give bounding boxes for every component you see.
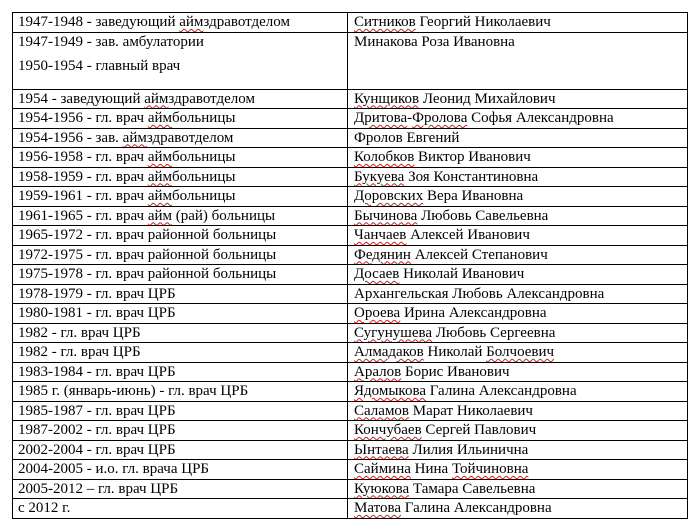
person-name-cell [348,89,688,109]
table-row [13,499,688,519]
spellcheck-flagged-word: Колобков [354,149,415,165]
period-position-text: 1985 г. (январь-июнь) - гл. врач ЦРБ [18,383,249,399]
spellcheck-flagged-word: айм [144,90,169,107]
period-position-text: 1959-1961 - гл. врач аймбольницы [18,188,236,204]
period-position-text: 2002-2004 - гл. врач ЦРБ [18,441,176,458]
spellcheck-flagged-word: айм [179,14,204,30]
spellcheck-flagged-word: Ынтаева [354,441,409,458]
spellcheck-flagged-word: Ороева [354,305,401,321]
table-row [13,304,688,324]
person-name-cell [348,382,688,402]
table-row [13,323,688,343]
period-position-cell [13,245,348,265]
spellcheck-flagged-word: Чанчаев [354,227,407,243]
person-name-text: Матова Галина Александровна [354,500,552,516]
person-name-cell [348,226,688,246]
spellcheck-flagged-word: Сугунушева [354,324,433,341]
period-position-cell [13,89,348,109]
person-name-text: Саймина Нина Тойчиновна [354,461,529,477]
person-name-cell [348,265,688,285]
spellcheck-flagged-word: Доровских [354,188,424,204]
spellcheck-flagged-word: Досаев [354,266,400,282]
table-row [13,362,688,382]
person-name-text: Федянин Алексей Степанович [354,246,548,263]
spellcheck-flagged-word: Букуева [354,168,405,185]
person-name-text: Минакова Роза Ивановна [354,33,515,50]
table-row [13,265,688,285]
person-name-text: Куюкова Тамара Савельевна [354,480,536,497]
spellcheck-flagged-word: Кончубаев [354,422,422,438]
person-name-cell [348,304,688,324]
person-name-cell [348,32,688,89]
period-position-cell [13,128,348,148]
period-position-text: 1958-1959 - гл. врач аймбольницы [18,168,236,185]
person-name-text: Кунщиков Леонид Михайлович [354,90,556,107]
spellcheck-flagged-word: Матова [354,500,402,516]
period-position-text: 1982 - гл. врач ЦРБ [18,324,141,341]
person-name-cell [348,148,688,168]
spellcheck-flagged-word: Саламов [354,402,410,419]
period-position-cell [13,343,348,363]
table-body [13,13,688,519]
table-row [13,32,688,89]
person-name-text: Аралов Борис Иванович [354,363,510,380]
table-row [13,401,688,421]
spellcheck-flagged-word: Бычинова [354,207,418,224]
person-name-cell [348,499,688,519]
spellcheck-flagged-word: айм [147,188,172,204]
table-row [13,206,688,226]
person-name-cell [348,343,688,363]
person-name-text: Чанчаев Алексей Иванович [354,227,530,243]
period-position-cell [13,226,348,246]
person-name-cell [348,460,688,480]
period-position-cell [13,109,348,129]
person-name-text: Дритова-Фролова Софья Александровна [354,110,614,126]
period-position-text: 1965-1972 - гл. врач районной больницы [18,227,277,243]
spellcheck-flagged-word: айм [147,207,172,224]
period-position-cell [13,265,348,285]
person-name-cell [348,362,688,382]
period-position-cell [13,323,348,343]
person-name-cell [348,421,688,441]
person-name-text: Ситников Георгий Николаевич [354,14,551,30]
spellcheck-flagged-word: айм [147,168,172,185]
period-position-cell [13,401,348,421]
table-row [13,128,688,148]
table-row [13,109,688,129]
spellcheck-flagged-word: Ситников [354,14,416,30]
person-name-text: Бычинова Любовь Савельевна [354,207,549,224]
period-position-cell [13,13,348,33]
spellcheck-flagged-word: Фролова [412,110,468,126]
person-name-text: Фролов Евгений [354,129,460,146]
period-position-cell [13,187,348,207]
period-position-text: 1947-1948 - заведующий аймздравотделом [18,14,290,30]
table-row [13,460,688,480]
person-name-cell [348,479,688,499]
period-position-cell [13,206,348,226]
period-position-text: 1954-1956 - гл. врач аймбольницы [18,110,236,126]
period-position-text: 1947-1949 - зав. амбулатории [18,33,204,50]
heads-history-table [12,12,688,519]
person-name-text: Алмадаков Николай Болчоевич [354,344,555,360]
period-position-cell [13,421,348,441]
person-name-cell [348,128,688,148]
period-position-cell [13,148,348,168]
person-name-text: Ороева Ирина Александровна [354,305,547,321]
person-name-text: Сугунушева Любовь Сергеевна [354,324,556,341]
table-row [13,13,688,33]
table-row [13,89,688,109]
person-name-cell [348,284,688,304]
period-position-text: 2005-2012 – гл. врач ЦРБ [18,480,179,497]
spellcheck-flagged-word: Тойчиновна [451,461,529,477]
period-position-text: 1980-1981 - гл. врач ЦРБ [18,305,176,321]
person-name-text: Доровских Вера Ивановна [354,188,524,204]
period-position-cell [13,284,348,304]
table-row [13,167,688,187]
table-row [13,284,688,304]
spellcheck-flagged-word: Болчоевич [486,344,555,360]
period-position-text: 1987-2002 - гл. врач ЦРБ [18,422,176,438]
person-name-text: Ядомыкова Галина Александровна [354,383,577,399]
spellcheck-flagged-word: айм [147,149,172,165]
person-name-cell [348,323,688,343]
spellcheck-flagged-word: Ядомыкова [354,383,426,399]
period-position-text: 1956-1958 - гл. врач аймбольницы [18,149,236,165]
period-position-cell [13,382,348,402]
spellcheck-flagged-word: айм [147,110,172,126]
person-name-cell [348,401,688,421]
period-position-text: 1985-1987 - гл. врач ЦРБ [18,402,176,419]
period-position-cell [13,167,348,187]
person-name-cell [348,187,688,207]
table-row [13,187,688,207]
person-name-cell [348,206,688,226]
table-row [13,421,688,441]
period-position-cell [13,362,348,382]
period-position-text: 1978-1979 - гл. врач ЦРБ [18,285,176,302]
table-row [13,226,688,246]
spellcheck-flagged-word: Кунщиков [354,90,420,107]
person-name-text: Досаев Николай Иванович [354,266,525,282]
period-position-text: 1975-1978 - гл. врач районной больницы [18,266,277,282]
person-name-cell [348,167,688,187]
period-position-text: 1983-1984 - гл. врач ЦРБ [18,363,176,380]
spellcheck-flagged-word: Дритова [354,110,408,126]
table-row [13,382,688,402]
table-row [13,440,688,460]
person-name-text: Букуева Зоя Константиновна [354,168,539,185]
period-position-text: 1950-1954 - главный врач [18,57,181,74]
person-name-text: Кончубаев Сергей Павлович [354,422,537,438]
period-position-text: 1954 - заведующий аймздравотделом [18,90,255,107]
person-name-cell [348,440,688,460]
spellcheck-flagged-word: Федянин [354,246,411,263]
table-row [13,479,688,499]
period-position-text: 1982 - гл. врач ЦРБ [18,344,141,360]
period-position-text: 1972-1975 - гл. врач районной больницы [18,246,277,263]
spellcheck-flagged-word: Саймина [354,461,411,477]
spellcheck-flagged-word: айм [122,129,147,146]
period-position-cell [13,460,348,480]
period-position-text: с 2012 г. [18,500,71,516]
period-position-text: 2004-2005 - и.о. гл. врача ЦРБ [18,461,210,477]
period-position-text: 1954-1956 - зав. аймздравотделом [18,129,234,146]
person-name-text: Ынтаева Лилия Ильинична [354,441,529,458]
spellcheck-flagged-word: Куюкова [354,480,410,497]
period-position-cell [13,304,348,324]
spellcheck-flagged-word: Аралов [354,363,402,380]
person-name-cell [348,109,688,129]
table-row [13,343,688,363]
spellcheck-flagged-word: Алмадаков [354,344,424,360]
person-name-cell [348,13,688,33]
person-name-text: Колобков Виктор Иванович [354,149,531,165]
period-position-cell [13,479,348,499]
period-position-cell [13,499,348,519]
person-name-cell [348,245,688,265]
person-name-text: Саламов Марат Николаевич [354,402,533,419]
period-position-text: 1961-1965 - гл. врач айм (рай) больницы [18,207,276,224]
table-row [13,148,688,168]
table-row [13,245,688,265]
person-name-text: Архангельская Любовь Александровна [354,285,605,302]
period-position-cell [13,32,348,89]
period-position-cell [13,440,348,460]
